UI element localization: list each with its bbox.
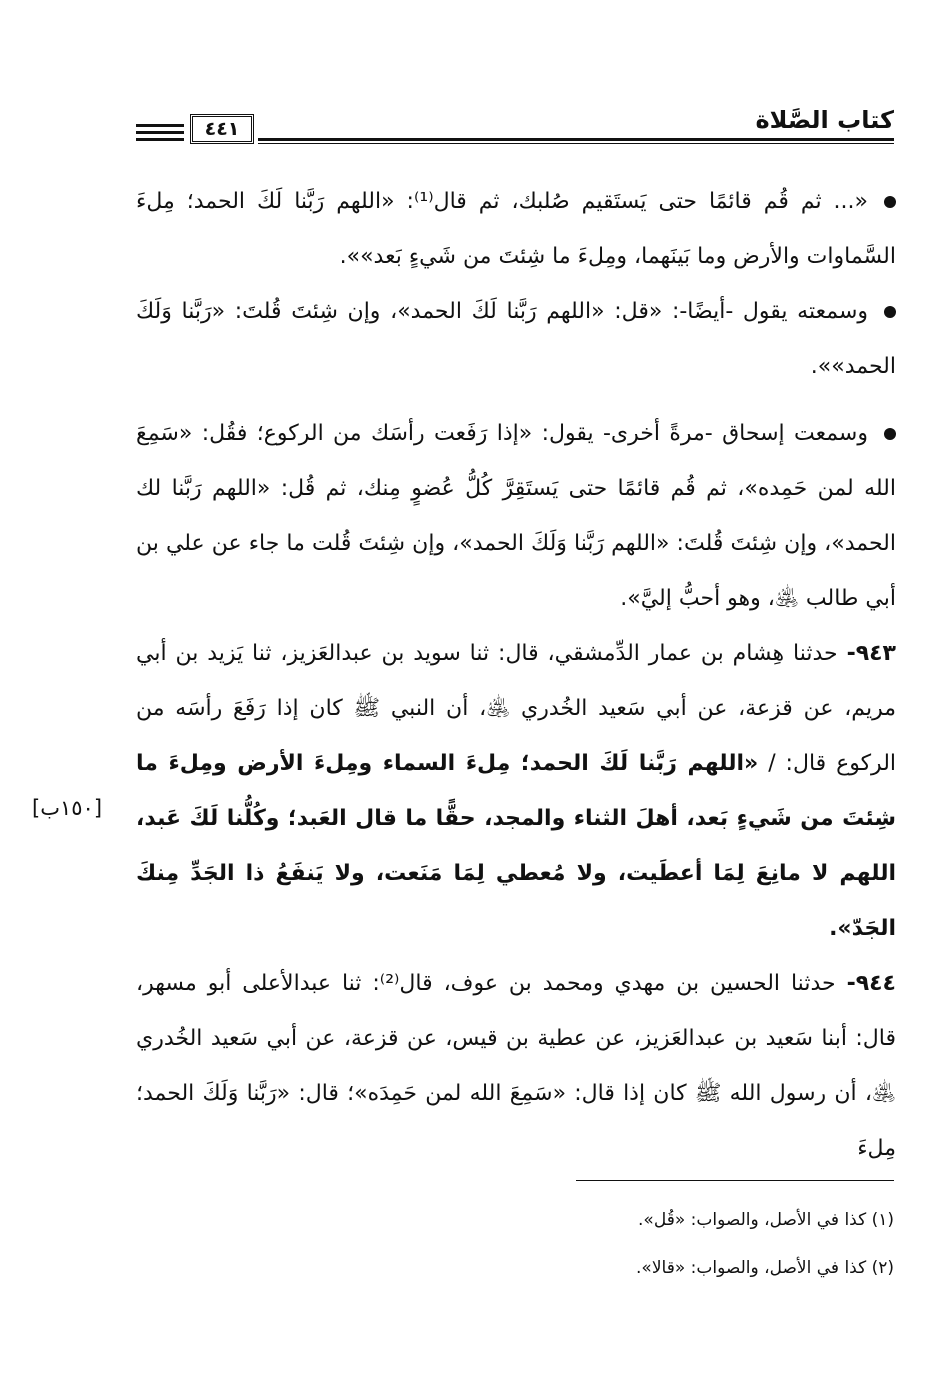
bullet-icon xyxy=(884,428,896,440)
bullet-paragraph xyxy=(136,284,896,394)
bullet-paragraph xyxy=(136,174,896,284)
paragraph-text: «... ثم قُم قائمًا حتى يَستَقيم صُلبك، ثم قال⁽¹⁾: «اللهم رَبَّنا لَكَ الحمد؛ مِلءَ السَّماوات والأرض وما بَينَهما، ومِلءَ ما شِئتَ من شَيءٍ بَعد»». xyxy=(136,189,896,269)
header-rule xyxy=(258,138,894,141)
hadith-paragraph xyxy=(136,956,896,1176)
main-text xyxy=(136,174,896,1176)
book-title: كتاب الصَّلاة xyxy=(755,106,894,134)
bullet-icon xyxy=(884,306,896,318)
bullet-paragraph xyxy=(136,406,896,626)
page-number: ٤٤١ xyxy=(190,114,254,144)
header-rule-left xyxy=(136,131,184,134)
hadith-paragraph xyxy=(136,626,896,956)
header-rule-left xyxy=(136,138,184,141)
hadith-text: «اللهم رَبَّنا لَكَ الحمد؛ مِلءَ السماء ومِلءَ الأرض ومِلءَ ما شِئتَ من شَيءٍ بَعد، أهلَ الثناء والمجد، حقًّا ما قال العَبد؛ وكُلُّنا لَكَ عَبد، اللهم لا مانِعَ لِمَا أعطَيت، ولا مُعطي لِمَا مَنَعت، ولا يَنفَعُ ذا الجَدِّ مِنكَ الجَدّ». xyxy=(136,751,896,941)
paragraph-text: وسمعته يقول -أيضًا-: «قل: «اللهم رَبَّنا لَكَ الحمد»، وإن شِئتَ قُلتَ: «رَبَّنا وَلَكَ الحمد»». xyxy=(136,299,896,379)
footnote-rule xyxy=(576,1180,894,1181)
header-rule-left xyxy=(136,124,184,127)
page-header xyxy=(136,102,894,152)
hadith-number: ٩٤٣- xyxy=(846,641,896,666)
footnote: (١) كذا في الأصل، والصواب: «قُل». xyxy=(638,1210,894,1230)
header-rule-thin xyxy=(258,143,894,144)
margin-folio-note: [١٥٠ب] xyxy=(32,796,103,820)
hadith-chain: حدثنا هِشام بن عمار الدِّمشقي، قال: ثنا سويد بن عبدالعَزيز، ثنا يَزيد بن أبي مريم، عن قزعة، عن أبي سَعيد الخُدري ﵁، أن النبي ﷺ كان إذا رَفَعَ رأسَه من الركوع قال: / xyxy=(136,641,897,776)
footnote: (٢) كذا في الأصل، والصواب: «قالا». xyxy=(636,1258,894,1278)
bullet-icon xyxy=(884,196,896,208)
hadith-chain: حدثنا الحسين بن مهدي ومحمد بن عوف، قال⁽²⁾: ثنا عبدالأعلى أبو مسهر، قال: أبنا سَعيد بن عبدالعَزيز، عن عطية بن قيس، عن قزعة، عن أبي سَعيد الخُدري ﵁، أن رسول الله ﷺ كان إذا قال: «سَمِعَ الله لمن حَمِدَه»؛ قال: «رَبَّنا وَلَكَ الحمد؛ مِلءَ xyxy=(136,971,896,1161)
paragraph-text: وسمعت إسحاق -مرةً أخرى- يقول: «إذا رَفَعت رأسَك من الركوع؛ فقُل: «سَمِعَ الله لمن حَمِده»، ثم قُم قائمًا حتى يَستَقِرَّ كُلُّ عُضوٍ مِنك، ثم قُل: «اللهم رَبَّنا لك الحمد»، وإن شِئتَ قُلتَ: «اللهم رَبَّنا وَلَكَ الحمد»، وإن شِئتَ قُلت ما جاء عن علي بن أبي طالب ﵁، وهو أحبُّ إليَّ». xyxy=(136,421,896,611)
hadith-number: ٩٤٤- xyxy=(846,971,896,996)
footnotes xyxy=(136,1196,894,1292)
